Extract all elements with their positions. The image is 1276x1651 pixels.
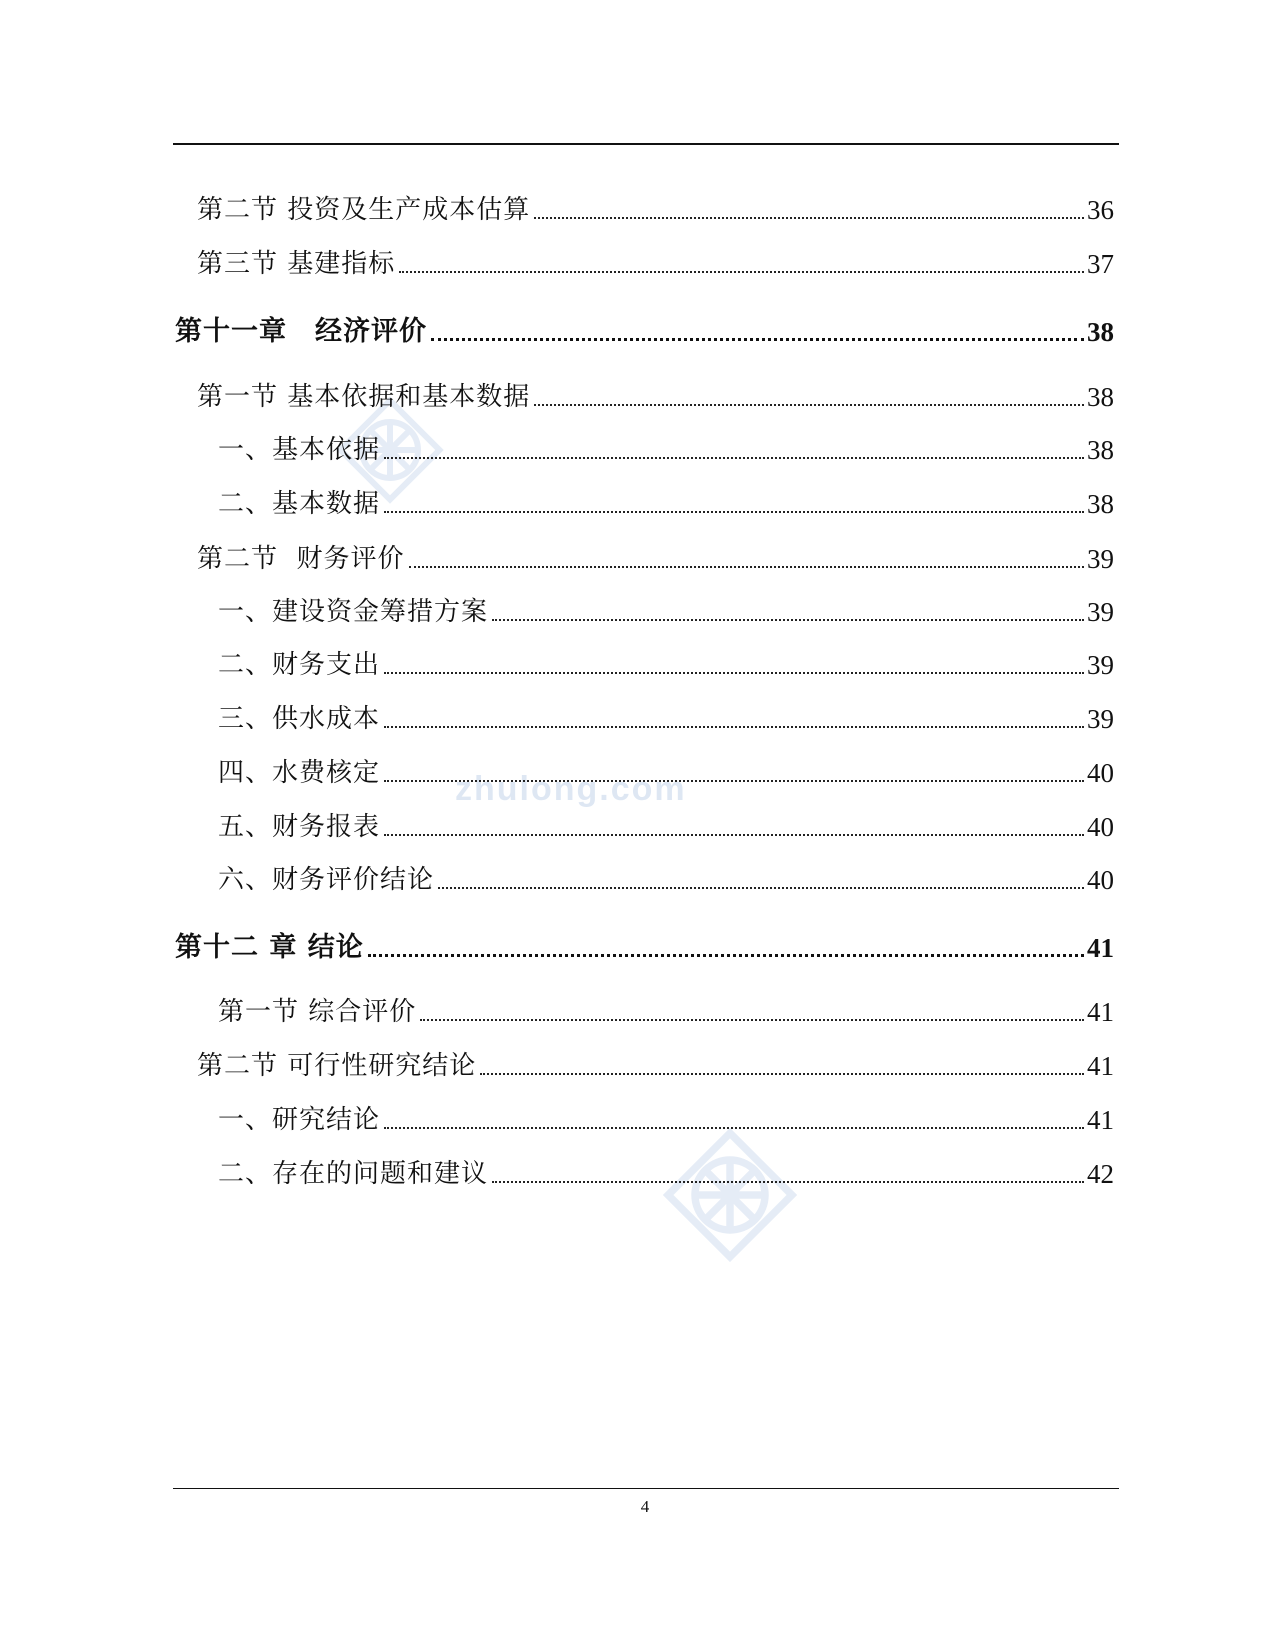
- toc-entry-label: 四、水费核定: [218, 758, 381, 788]
- toc-entry-label: 第一节 基本依据和基本数据: [197, 382, 531, 412]
- footer-rule: [173, 1488, 1119, 1489]
- toc-leader-dots: [492, 1180, 1084, 1183]
- toc-leader-dots: [534, 216, 1084, 219]
- toc-entry[interactable]: [0, 242, 1114, 282]
- toc-entry-label: 二、财务支出: [218, 650, 381, 680]
- toc-entry-page: 36: [1087, 195, 1114, 225]
- toc-entry[interactable]: [0, 482, 1114, 522]
- toc-leader-dots: [384, 779, 1084, 782]
- toc-entry[interactable]: [0, 428, 1114, 468]
- toc-entry[interactable]: [0, 1152, 1114, 1192]
- toc-leader-dots: [480, 1072, 1084, 1075]
- toc-entry-label: 第一节 综合评价: [218, 997, 417, 1027]
- toc-entry[interactable]: [0, 858, 1114, 898]
- toc-entry[interactable]: [0, 751, 1114, 791]
- toc-entry-label: 二、存在的问题和建议: [218, 1159, 489, 1189]
- toc-leader-dots: [492, 618, 1084, 621]
- toc-entry-page: 42: [1087, 1159, 1114, 1189]
- toc-entry-page: 40: [1087, 812, 1114, 842]
- toc-entry-label: 一、基本依据: [218, 435, 381, 465]
- toc-entry-label: 二、基本数据: [218, 489, 381, 519]
- toc-entry-label: 第二节 投资及生产成本估算: [197, 195, 531, 225]
- toc-entry[interactable]: [0, 188, 1114, 228]
- toc-entry[interactable]: [0, 805, 1114, 845]
- toc-leader-dots: [384, 833, 1084, 836]
- toc-entry[interactable]: [0, 537, 1114, 577]
- toc-leader-dots: [384, 671, 1084, 674]
- toc-entry-label: 第十一章 经济评价: [175, 316, 427, 347]
- toc-leader-dots: [384, 456, 1084, 459]
- toc-entry-page: 40: [1087, 865, 1114, 895]
- toc-entry-label: 一、研究结论: [218, 1105, 381, 1135]
- toc-leader-dots: [384, 1126, 1084, 1129]
- toc-entry[interactable]: [0, 643, 1114, 683]
- toc-entry-label: 一、建设资金筹措方案: [218, 597, 489, 627]
- toc-entry-page: 37: [1087, 249, 1114, 279]
- toc-entry-page: 41: [1087, 933, 1114, 963]
- toc-entry-label: 第十二 章 结论: [175, 932, 364, 963]
- toc-leader-dots: [438, 886, 1084, 889]
- toc-entry-page: 38: [1087, 489, 1114, 519]
- toc-entry-page: 39: [1087, 544, 1114, 574]
- toc-leader-dots: [384, 725, 1084, 728]
- toc-leader-dots: [384, 510, 1084, 513]
- toc-leader-dots: [534, 403, 1084, 406]
- toc-entry-page: 39: [1087, 597, 1114, 627]
- toc-leader-dots: [420, 1018, 1084, 1021]
- toc-entry[interactable]: [0, 310, 1114, 350]
- page-number: 4: [640, 1497, 650, 1516]
- toc-entry-page: 39: [1087, 704, 1114, 734]
- toc-entry[interactable]: [0, 697, 1114, 737]
- watermark-logo-icon: [655, 1120, 805, 1270]
- toc-entry[interactable]: [0, 1044, 1114, 1084]
- toc-entry-page: 38: [1087, 435, 1114, 465]
- toc-entry[interactable]: [0, 590, 1114, 630]
- toc-leader-dots: [409, 565, 1084, 568]
- toc-entry-label: 第二节 可行性研究结论: [197, 1051, 477, 1081]
- toc-entry-page: 41: [1087, 1105, 1114, 1135]
- toc-entry-page: 40: [1087, 758, 1114, 788]
- toc-entry[interactable]: [0, 926, 1114, 966]
- toc-entry-page: 41: [1087, 1051, 1114, 1081]
- toc-entry-page: 38: [1087, 382, 1114, 412]
- toc-entry[interactable]: [0, 1098, 1114, 1138]
- toc-entry-label: 五、财务报表: [218, 812, 381, 842]
- toc-entry[interactable]: [0, 375, 1114, 415]
- toc-entry-label: 六、财务评价结论: [218, 865, 435, 895]
- toc-entry-label: 第三节 基建指标: [197, 249, 396, 279]
- toc-leader-dots: [399, 270, 1084, 273]
- toc-entry-page: 39: [1087, 650, 1114, 680]
- toc-entry-page: 41: [1087, 997, 1114, 1027]
- toc-entry-label: 三、供水成本: [218, 704, 381, 734]
- toc-leader-dots: [368, 953, 1084, 957]
- toc-leader-dots: [431, 337, 1084, 341]
- watermark-text: zhulong.com: [455, 770, 687, 808]
- header-rule: [173, 143, 1119, 145]
- toc-entry[interactable]: [0, 990, 1114, 1030]
- toc-entry-page: 38: [1087, 317, 1114, 347]
- toc-entry-label: 第二节 财务评价: [197, 544, 405, 574]
